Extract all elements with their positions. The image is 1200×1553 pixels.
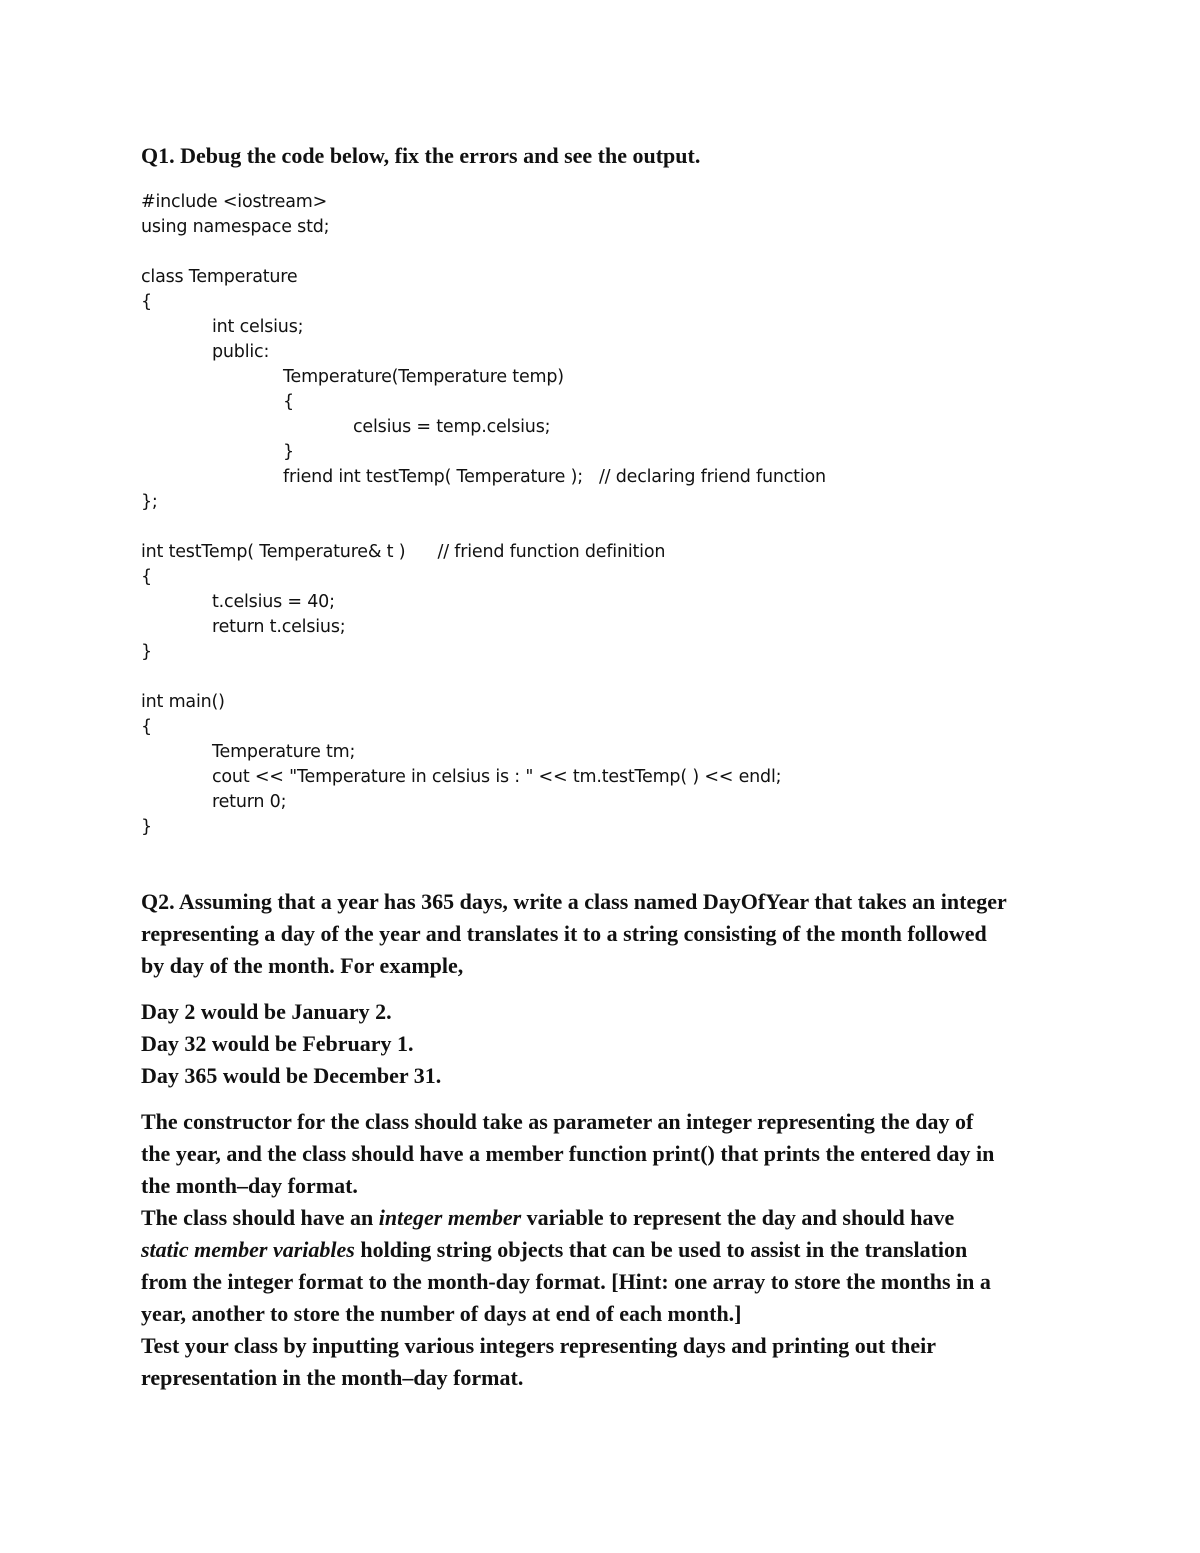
q2-member-line: [141, 1202, 1101, 1234]
q2-example-line: Day 365 would be December 31.: [141, 1063, 442, 1088]
q2-test-line: Test your class by inputting various integers representing days and printing out their: [141, 1333, 936, 1358]
q2-member-line: from the integer format to the month-day format. [Hint: one array to store the months in a: [141, 1269, 991, 1294]
paragraph-gap: [141, 982, 1101, 996]
code-line: [141, 665, 826, 690]
q2-member-italic: static member variables: [141, 1237, 355, 1262]
code-line: return t.celsius;: [212, 617, 346, 637]
q2-member-italic: integer member: [378, 1205, 522, 1230]
code-line: [141, 515, 826, 540]
code-line: }: [141, 642, 152, 662]
code-line: {: [283, 392, 294, 412]
code-line: int main(): [141, 692, 225, 712]
code-line: int celsius;: [212, 317, 304, 337]
q2-member-text: holding string objects that can be used to assist in the translation: [354, 1237, 968, 1262]
code-line: Temperature tm;: [212, 742, 356, 762]
code-line: #include <iostream>: [141, 192, 328, 212]
q2-section: [141, 886, 1101, 1394]
q2-example-line: Day 32 would be February 1.: [141, 1031, 414, 1056]
q1-heading: Q1. Debug the code below, fix the errors and see the output.: [141, 143, 701, 168]
code-line: }: [283, 442, 294, 462]
code-line: return 0;: [212, 792, 287, 812]
code-line: Temperature(Temperature temp): [283, 367, 564, 387]
code-line: [141, 240, 826, 265]
code-line: class Temperature: [141, 267, 298, 287]
code-line: int testTemp( Temperature& t ) // friend function definition: [141, 542, 666, 562]
code-block: [141, 190, 826, 840]
code-line: t.celsius = 40;: [212, 592, 335, 612]
q2-constructor-line: The constructor for the class should take as parameter an integer representing the day of: [141, 1109, 974, 1134]
code-line: using namespace std;: [141, 217, 330, 237]
code-line: {: [141, 567, 152, 587]
code-line: {: [141, 292, 152, 312]
code-line: public:: [212, 342, 270, 362]
code-line: {: [141, 717, 152, 737]
code-line: cout << "Temperature in celsius is : " << tm.testTemp( ) << endl;: [212, 767, 782, 787]
q2-constructor-line: the month–day format.: [141, 1173, 358, 1198]
paragraph-gap: [141, 1092, 1101, 1106]
q2-example-line: Day 2 would be January 2.: [141, 999, 392, 1024]
q2-member-line: year, another to store the number of days at end of each month.]: [141, 1301, 742, 1326]
code-line: celsius = temp.celsius;: [353, 417, 551, 437]
q2-member-line: [141, 1234, 1101, 1266]
q2-member-text: variable to represent the day and should have: [521, 1205, 955, 1230]
q2-intro-line: by day of the month. For example,: [141, 953, 464, 978]
q2-member-text: The class should have an: [141, 1205, 379, 1230]
q2-constructor-line: the year, and the class should have a member function print() that prints the entered day in: [141, 1141, 995, 1166]
code-line: }: [141, 817, 152, 837]
q2-intro-line: Q2. Assuming that a year has 365 days, write a class named DayOfYear that takes an integer: [141, 889, 1007, 914]
code-line: };: [141, 492, 158, 512]
q2-intro-line: representing a day of the year and translates it to a string consisting of the month followed: [141, 921, 987, 946]
q2-test-line: representation in the month–day format.: [141, 1365, 524, 1390]
code-line: friend int testTemp( Temperature ); // declaring friend function: [283, 467, 826, 487]
